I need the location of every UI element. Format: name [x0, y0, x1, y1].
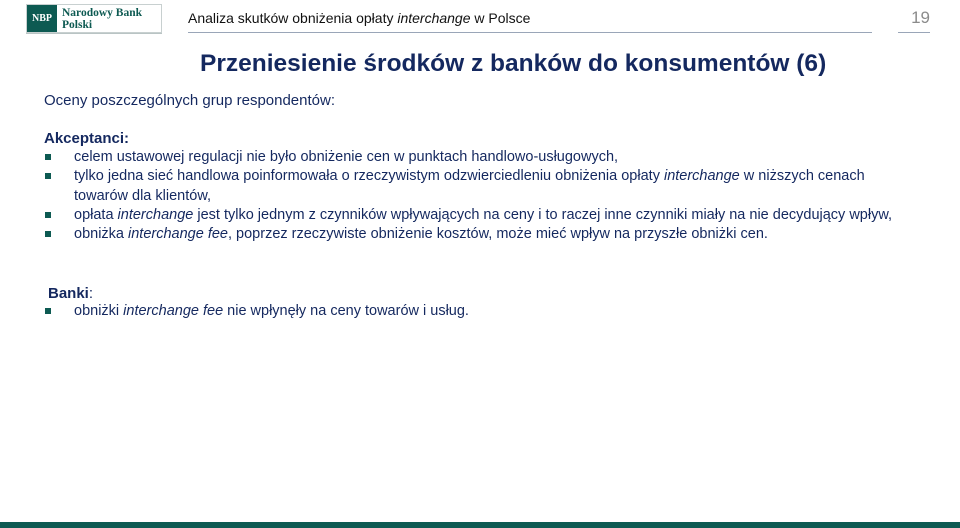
acceptants-list: [44, 148, 904, 244]
header-divider: [188, 32, 872, 33]
banks-list: [44, 302, 904, 321]
page-number: 19: [911, 8, 930, 27]
list-item: [44, 148, 904, 167]
footer-bar: [0, 522, 960, 528]
list-item-text: jest tylko jednym z czynników wpływających na ceny i to raczej inne czynniki miały na nie decydujący wpływ,: [193, 206, 893, 223]
list-item-italic: interchange: [117, 206, 194, 223]
list-item-text: opłata: [74, 206, 118, 223]
header-title-part: Analiza skutków obniżenia opłaty: [188, 10, 398, 26]
logo-divider: [26, 33, 162, 34]
square-bullet-icon: [45, 154, 51, 160]
page-number-divider: [898, 32, 930, 33]
list-item: [44, 225, 904, 244]
list-item-italic: interchange fee: [128, 226, 228, 243]
square-bullet-icon: [45, 231, 51, 237]
list-item-italic: interchange: [663, 168, 740, 185]
nbp-logo: [26, 4, 162, 33]
slide-title: Przeniesienie środków z banków do konsumentów (6): [200, 50, 827, 77]
logo-name: Narodowy Bank Polski: [62, 6, 142, 31]
list-item-text: tylko jedna sieć handlowa poinformowała o rzeczywistym odzwierciedleniu obniżenia opłaty: [74, 168, 664, 185]
square-bullet-icon: [45, 173, 51, 179]
list-item: [44, 167, 904, 206]
header-title-italic: interchange: [397, 10, 471, 26]
acceptants-heading: Akceptanci:: [44, 130, 130, 147]
list-item-text: , poprzez rzeczywiste obniżenie kosztów, może mieć wpływ na przyszłe obniżki cen.: [227, 226, 768, 243]
square-bullet-icon: [45, 308, 51, 314]
header-title: [188, 10, 530, 26]
list-item-text: celem ustawowej regulacji nie było obniżenie cen w punktach handlowo-usługowych,: [74, 149, 619, 165]
banks-heading: [48, 285, 93, 302]
banks-heading-label: Banki: [48, 285, 89, 302]
list-item-text: nie wpłynęły na ceny towarów i usług.: [223, 303, 469, 319]
list-item-text: w niższych cenach towarów dla klientów,: [74, 168, 865, 204]
list-item-italic: interchange fee: [123, 303, 224, 319]
square-bullet-icon: [45, 212, 51, 218]
banks-heading-colon: :: [88, 285, 94, 302]
list-item: [44, 206, 904, 225]
list-item-text: obniżka: [74, 226, 129, 243]
header-title-part: w Polsce: [470, 10, 531, 26]
list-item: [44, 302, 904, 321]
intro-text: Oceny poszczególnych grup respondentów:: [44, 92, 336, 109]
logo-mark: NBP: [27, 5, 57, 32]
list-item-text: obniżki: [74, 303, 124, 319]
